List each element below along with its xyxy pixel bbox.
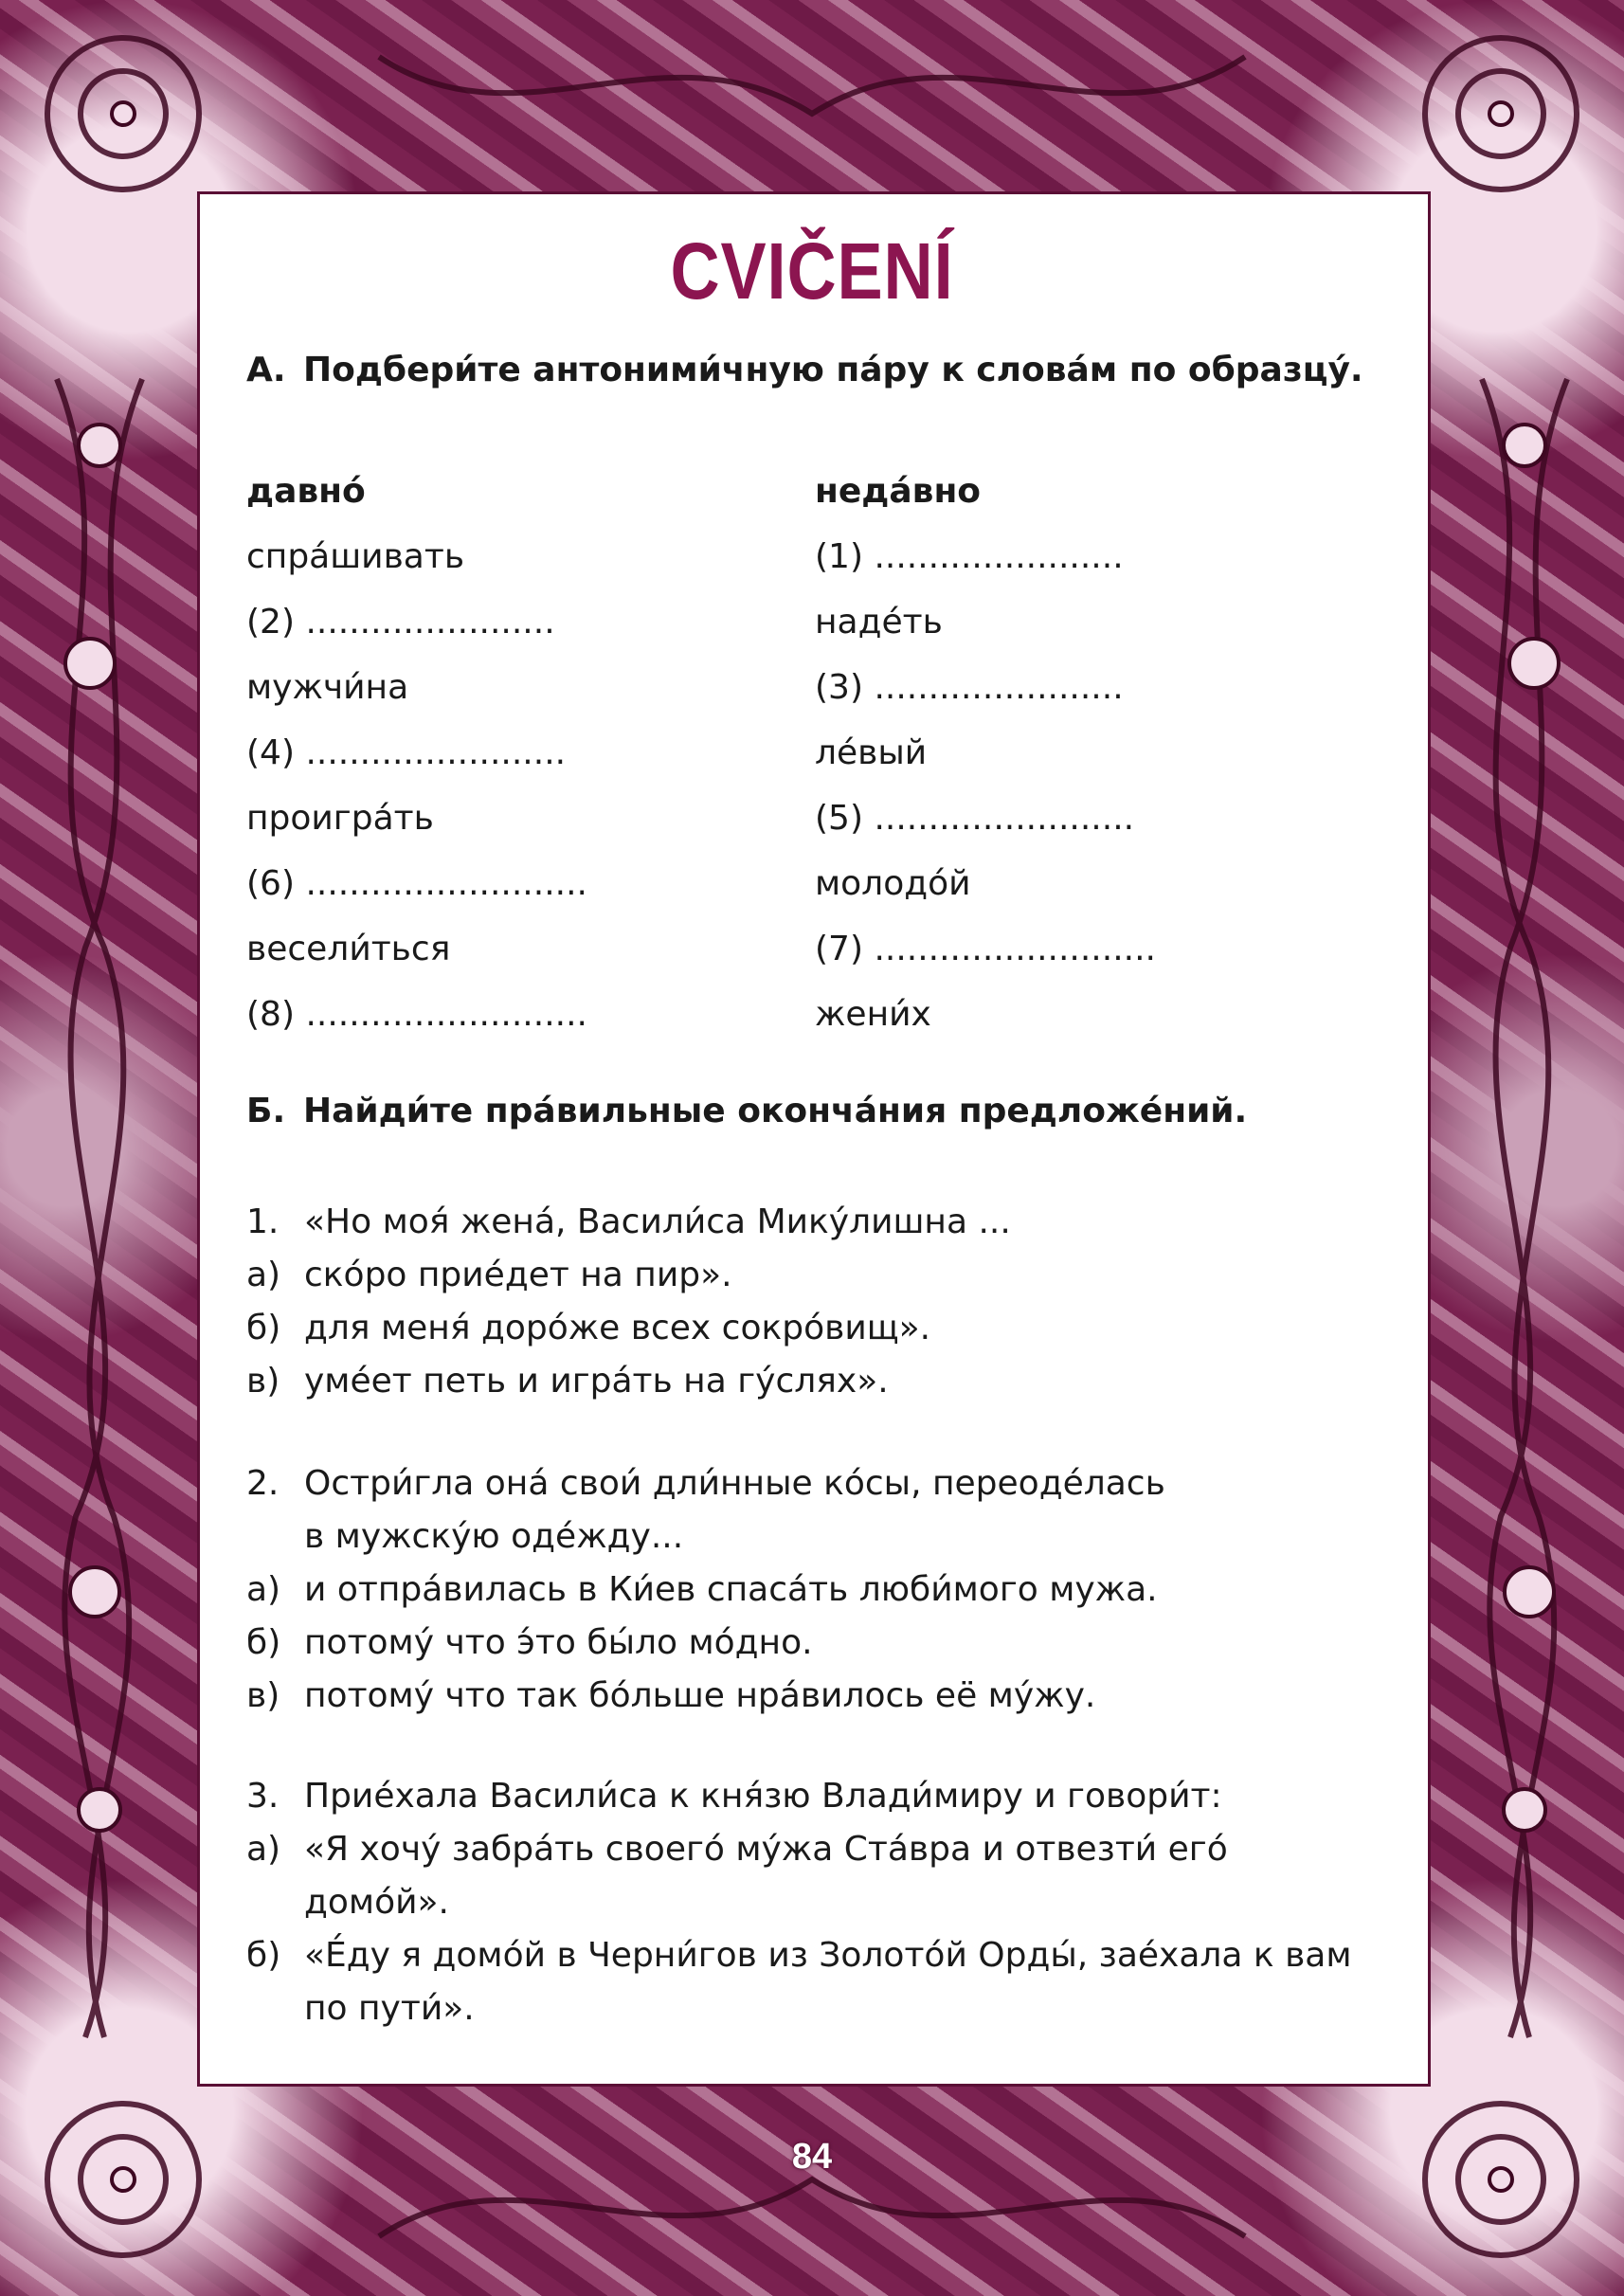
option-text: и отпра́вилась в Ки́ев спаса́ть люби́мого мужа. [304,1570,1158,1609]
exercise-question: «Но моя́ жена́, Васили́са Мику́лишна ... [304,1202,1011,1241]
left-word-blank: (8) .......................... [246,995,587,1034]
option-marker: в) [246,1362,280,1401]
option-text-continued: домо́й». [304,1883,449,1922]
page-title: CVIČENÍ [670,226,954,316]
exercise-question: Остри́гла она́ свои́ дли́нные ко́сы, переоде́лась [304,1464,1165,1503]
right-word-example: неда́вно [815,472,982,511]
option-marker: а) [246,1256,281,1294]
right-word: наде́ть [815,603,943,642]
left-word-example: давно́ [246,472,366,511]
section-b-marker: Б. [246,1092,286,1130]
section-b-heading [246,1092,1247,1130]
left-word-blank: (4) ........................ [246,733,567,772]
left-word: спра́шивать [246,537,465,576]
left-word-blank: (6) .......................... [246,864,587,903]
exercise-question: Прие́хала Васили́са к кня́зю Влади́миру и говори́т: [304,1777,1222,1816]
option-text: «Е́ду я домо́й в Черни́гов из Золото́й Орды́, зае́хала к вам [304,1936,1352,1975]
right-word: молодо́й [815,864,971,903]
option-text: для меня́ доро́же всех сокро́вищ». [304,1309,931,1347]
exercise-1 [246,1196,1011,1408]
option-text: уме́ет петь и игра́ть на гу́слях». [304,1362,889,1401]
left-word: проигра́ть [246,799,434,838]
option-text: потому́ что э́то бы́ло мо́дно. [304,1623,813,1662]
option-marker: б) [246,1623,281,1662]
left-word: весели́ться [246,930,451,968]
left-word-column [246,459,587,1047]
right-word: жени́х [815,995,931,1034]
right-word: ле́вый [815,733,928,772]
left-word-blank: (2) ....................... [246,603,555,642]
section-b-instruction: Найди́те пра́вильные оконча́ния предложе́ний. [303,1092,1248,1130]
exercise-number: 1. [246,1202,280,1241]
section-a-marker: А. [246,351,286,389]
left-word: мужчи́на [246,668,409,707]
option-marker: в) [246,1676,280,1715]
exercise-2 [246,1457,1165,1723]
right-word-blank: (1) ....................... [815,537,1124,576]
right-word-blank: (5) ........................ [815,799,1135,838]
option-marker: а) [246,1570,281,1609]
page-number: 84 [791,2137,833,2177]
section-a-instruction: Подбери́те антоними́чную па́ру к слова́м по образцу́. [303,351,1363,389]
exercise-3 [246,1770,1352,2035]
exercise-question-continued: в мужску́ю оде́жду... [304,1517,684,1556]
option-text: ско́ро прие́дет на пир». [304,1256,732,1294]
exercise-number: 3. [246,1777,280,1816]
option-marker: б) [246,1309,281,1347]
option-text: потому́ что так бо́льше нра́вилось её му́жу. [304,1676,1096,1715]
option-marker: б) [246,1936,281,1975]
section-a-heading [246,351,1363,389]
right-word-blank: (3) ....................... [815,668,1124,707]
option-text-continued: по пути́». [304,1989,475,2028]
option-marker: а) [246,1830,281,1869]
right-word-column [815,459,1156,1047]
option-text: «Я хочу́ забра́ть своего́ му́жа Ста́вра и отвезти́ его́ [304,1830,1228,1869]
exercise-number: 2. [246,1464,280,1503]
right-word-blank: (7) .......................... [815,930,1156,968]
